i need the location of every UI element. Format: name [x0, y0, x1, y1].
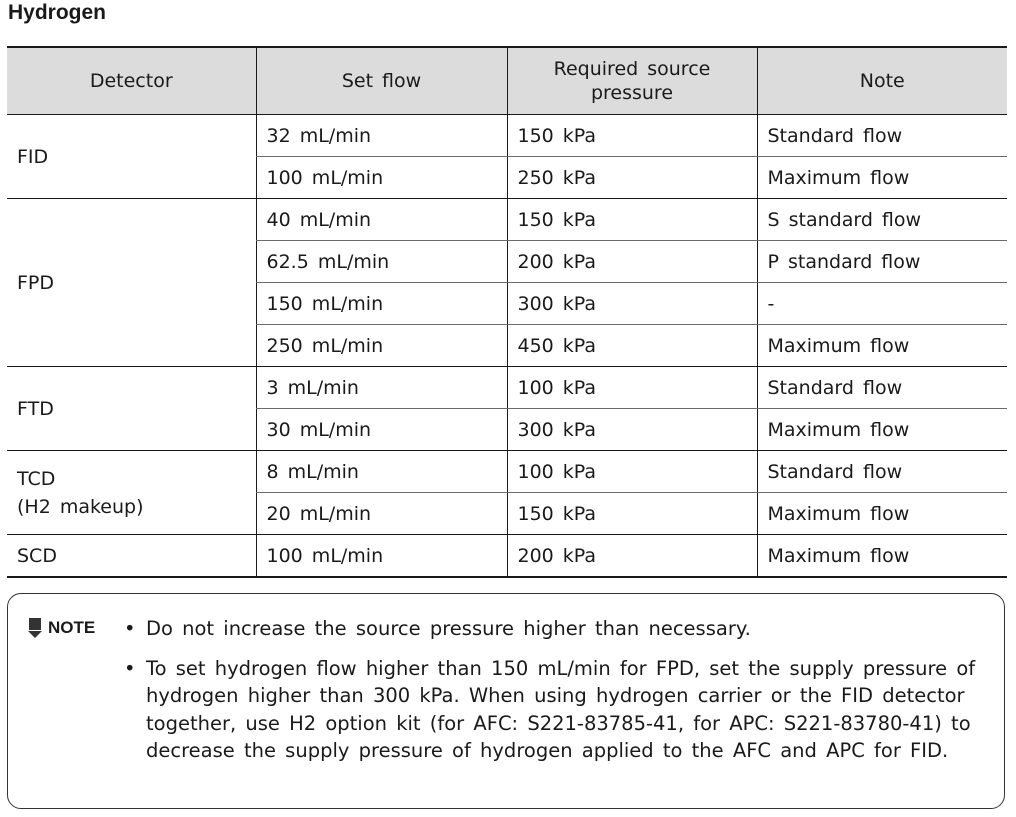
detector-cell — [7, 535, 256, 578]
detector-name: FID — [17, 145, 49, 168]
note-cell: Standard flow — [757, 451, 1007, 493]
hydrogen-flow-table — [7, 46, 1007, 578]
table-row — [7, 451, 1007, 493]
note-cell: P standard flow — [757, 241, 1007, 283]
note-item-2 — [124, 655, 994, 765]
set-flow-cell: 20 mL/min — [256, 493, 507, 535]
table-row — [7, 367, 1007, 409]
pressure-cell: 200 kPa — [507, 241, 757, 283]
note-item-1 — [124, 615, 994, 643]
note-cell: Standard flow — [757, 367, 1007, 409]
note-item-text: To set hydrogen flow higher than 150 mL/min for FPD, set the supply pressure of hydrogen higher than 300 kPa. When using hydrogen carrier or the FID detector together, use H2 option kit (for AFC: S221-83785-41, for APC: S221-83780-41) to decrease the supply pressure of hydrogen applied to the AFC and APC for FID. — [146, 656, 976, 762]
detector-cell — [7, 367, 256, 451]
section-title: Hydrogen — [8, 1, 107, 24]
header-set-flow: Set flow — [256, 47, 507, 115]
pressure-cell: 250 kPa — [507, 157, 757, 199]
detector-cell — [7, 451, 256, 535]
pressure-cell: 150 kPa — [507, 115, 757, 157]
pressure-cell: 300 kPa — [507, 283, 757, 325]
note-cell: S standard flow — [757, 199, 1007, 241]
note-cell: Maximum flow — [757, 157, 1007, 199]
pressure-cell: 150 kPa — [507, 493, 757, 535]
table-row — [7, 199, 1007, 241]
set-flow-cell: 3 mL/min — [256, 367, 507, 409]
header-detector: Detector — [7, 47, 256, 115]
header-required-source-pressure — [507, 47, 757, 115]
pressure-cell: 100 kPa — [507, 451, 757, 493]
note-icon — [28, 617, 42, 639]
table-header-row — [7, 47, 1007, 115]
set-flow-cell: 8 mL/min — [256, 451, 507, 493]
set-flow-cell: 40 mL/min — [256, 199, 507, 241]
pressure-cell: 150 kPa — [507, 199, 757, 241]
note-label-text: NOTE — [48, 618, 96, 637]
pressure-cell: 300 kPa — [507, 409, 757, 451]
header-note: Note — [757, 47, 1007, 115]
header-pressure-line1: Required source — [553, 58, 711, 80]
detector-name: SCD — [17, 544, 57, 567]
set-flow-cell: 100 mL/min — [256, 157, 507, 199]
header-pressure-line2: pressure — [590, 82, 674, 104]
pressure-cell: 100 kPa — [507, 367, 757, 409]
set-flow-cell: 32 mL/min — [256, 115, 507, 157]
note-cell: Maximum flow — [757, 409, 1007, 451]
set-flow-cell: 100 mL/min — [256, 535, 507, 578]
note-cell: Maximum flow — [757, 535, 1007, 578]
set-flow-cell: 30 mL/min — [256, 409, 507, 451]
table-row — [7, 115, 1007, 157]
pressure-cell: 200 kPa — [507, 535, 757, 578]
set-flow-cell: 250 mL/min — [256, 325, 507, 367]
note-bullet: • — [124, 656, 136, 680]
note-item-text: Do not increase the source pressure higher than necessary. — [146, 617, 751, 640]
note-cell: Maximum flow — [757, 493, 1007, 535]
detector-cell — [7, 199, 256, 367]
note-label — [28, 617, 95, 639]
detector-cell — [7, 115, 256, 199]
pressure-cell: 450 kPa — [507, 325, 757, 367]
detector-name: FPD — [17, 271, 55, 294]
table-body — [7, 115, 1007, 578]
detector-subtitle: (H2 makeup) — [17, 495, 144, 518]
note-list — [124, 615, 994, 777]
note-bullet: • — [124, 617, 136, 640]
detector-name: FTD — [17, 397, 54, 420]
note-box — [7, 593, 1005, 809]
set-flow-cell: 62.5 mL/min — [256, 241, 507, 283]
table-row — [7, 535, 1007, 578]
set-flow-cell: 150 mL/min — [256, 283, 507, 325]
note-cell: Maximum flow — [757, 325, 1007, 367]
detector-name: TCD — [17, 467, 56, 490]
note-cell: Standard flow — [757, 115, 1007, 157]
note-cell: - — [757, 283, 1007, 325]
